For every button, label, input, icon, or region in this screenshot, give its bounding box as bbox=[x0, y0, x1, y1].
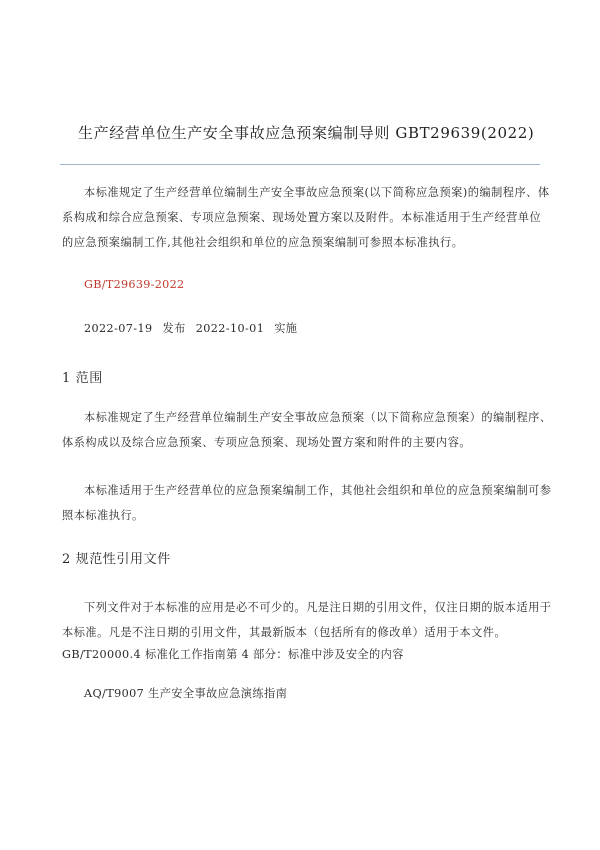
publish-dates-line bbox=[84, 320, 297, 336]
publish-date: 2022-07-19 bbox=[84, 322, 153, 335]
section-heading-references: 2 规范性引用文件 bbox=[62, 552, 171, 567]
effective-date: 2022-10-01 bbox=[195, 322, 265, 335]
intro-paragraph: 本标准规定了生产经营单位编制生产安全事故应急预案(以下简称应急预案)的编制程序、体系构成和综合应急预案、专项应急预案、现场处置方案以及附件。本标准适用于生产经营单位的应急预案编制工作,其他社会组织和单位的应急预案编制可参照本标准执行。 bbox=[62, 186, 550, 249]
effective-label: 实施 bbox=[274, 322, 298, 335]
title-divider bbox=[60, 164, 540, 165]
scope-paragraph-1: 本标准规定了生产经营单位编制生产安全事故应急预案（以下简称应急预案）的编制程序、体系构成以及综合应急预案、专项应急预案、现场处置方案和附件的主要内容。 bbox=[62, 411, 552, 449]
standard-code: GB/T29639-2022 bbox=[84, 278, 185, 291]
references-paragraph: 下列文件对于本标准的应用是必不可少的。凡是注日期的引用文件，仅注日期的版本适用于本标准。凡是不注日期的引用文件，其最新版本（包括所有的修改单）适用于本文件。 bbox=[62, 601, 552, 639]
reference-item-gbt20000: GB/T20000.4 标准化工作指南第 4 部分：标准中涉及安全的内容 bbox=[62, 648, 404, 661]
section-heading-scope: 1 范围 bbox=[62, 371, 103, 386]
scope-paragraph-2: 本标准适用于生产经营单位的应急预案编制工作，其他社会组织和单位的应急预案编制可参照本标准执行。 bbox=[62, 484, 552, 522]
reference-item-aqt9007: AQ/T9007 生产安全事故应急演练指南 bbox=[84, 687, 288, 700]
document-title: 生产经营单位生产安全事故应急预案编制导则 GBT29639(2022) bbox=[78, 124, 535, 142]
publish-label: 发布 bbox=[162, 322, 186, 335]
